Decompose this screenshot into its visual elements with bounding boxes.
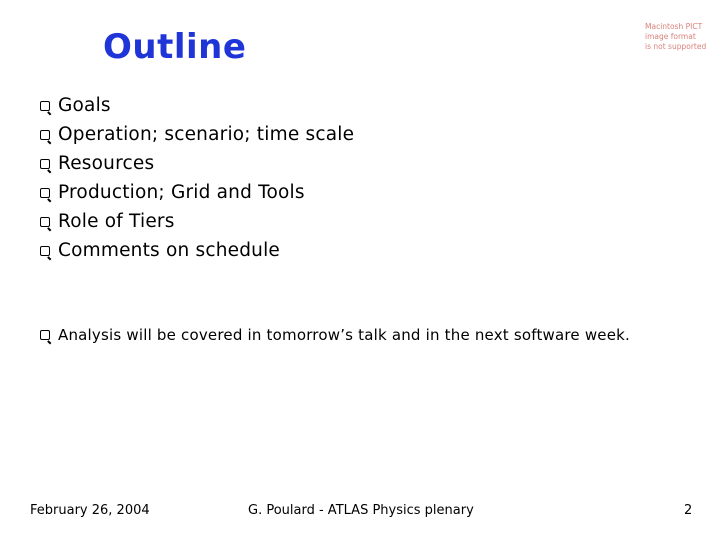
analysis-note [40,326,630,344]
outline-item-text: Operation; scenario; time scale [58,124,355,145]
outline-item-production [40,178,354,207]
square-bullet-icon [40,330,50,340]
outline-item-text: Comments on schedule [58,240,280,261]
outline-item-schedule [40,236,354,265]
square-bullet-icon [40,130,50,140]
square-bullet-icon [40,159,50,169]
outline-item-text: Goals [58,95,111,116]
unsupported-picture-placeholder [645,22,707,52]
outline-item-text: Resources [58,153,155,174]
placeholder-line: is not supported [645,42,707,51]
square-bullet-icon [40,246,50,256]
page-number: 2 [684,503,693,518]
outline-item-goals [40,91,354,120]
outline-item-text: Production; Grid and Tools [58,182,305,203]
analysis-note-text: Analysis will be covered in tomorrow’s talk and in the next software week. [58,326,631,344]
footer-date: February 26, 2004 [30,503,150,518]
square-bullet-icon [40,188,50,198]
outline-item-text: Role of Tiers [58,211,175,232]
outline-bullet-list [40,91,354,265]
square-bullet-icon [40,217,50,227]
outline-item-operation [40,120,354,149]
square-bullet-icon [40,101,50,111]
placeholder-line: Macintosh PICT [645,22,703,31]
footer-presenter: G. Poulard - ATLAS Physics plenary [248,503,474,518]
outline-item-resources [40,149,354,178]
placeholder-line: image format [645,32,696,41]
slide-title: Outline [103,27,247,67]
outline-item-tiers [40,207,354,236]
